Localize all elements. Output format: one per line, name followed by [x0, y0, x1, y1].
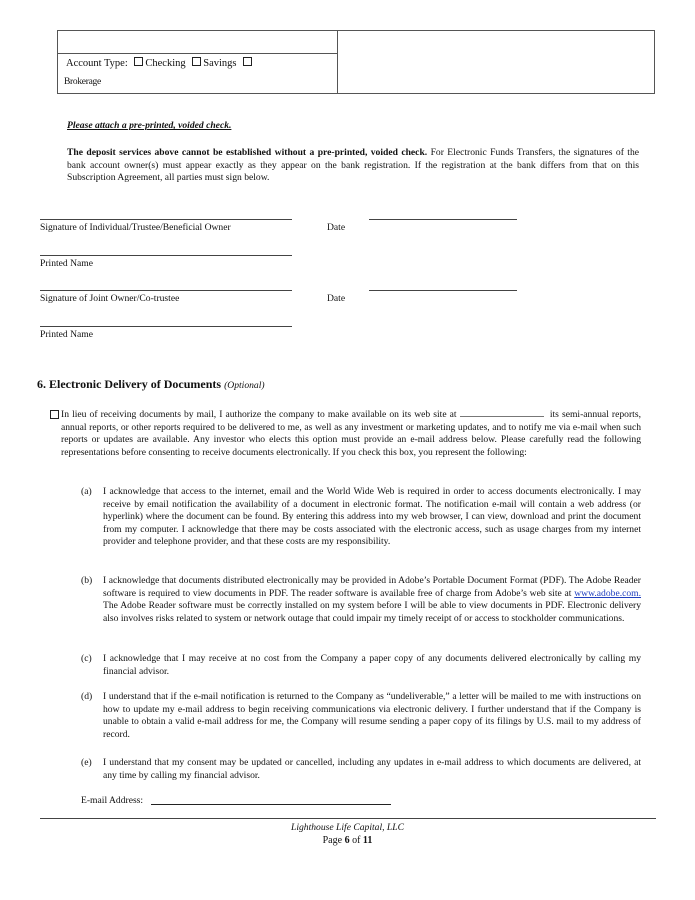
email-address-label: E-mail Address: — [81, 795, 144, 806]
joint-signature-line[interactable] — [40, 290, 292, 291]
account-type-label: Account Type: — [66, 58, 128, 69]
date-line[interactable] — [369, 219, 517, 220]
page-number — [0, 835, 695, 846]
table-divider — [58, 53, 337, 54]
joint-signature-label: Signature of Joint Owner/Co-trustee — [40, 293, 180, 304]
item-text-c: I acknowledge that I may receive at no cost from the Company a paper copy of any documents delivered electronically by calling my financial advisor. — [103, 653, 641, 677]
electronic-delivery-intro — [61, 408, 641, 459]
item-letter-d: (d) — [81, 691, 93, 702]
individual-signature-label: Signature of Individual/Trustee/Beneficial Owner — [40, 222, 231, 233]
checking-label: Checking — [145, 58, 186, 69]
item-text-d: I understand that if the e-mail notification is returned to the Company as “undeliverable,” a letter will be mailed to me with instructions on how to update my e-mail address to begin receiving communications via electronic delivery. I further understand that if the Company is unable to obtain a valid e-mail address for me, the Company will resume sending a paper copy of its filings by U.S. mail to my address of record. — [103, 691, 641, 740]
of-word: of — [352, 835, 361, 846]
item-letter-b: (b) — [81, 575, 93, 586]
section-heading: Electronic Delivery of Documents — [49, 377, 222, 391]
item-text-b — [103, 575, 641, 625]
website-blank[interactable] — [460, 408, 544, 417]
item-text-b-part1: I acknowledge that documents distributed electronically may be provided in Adobe’s Portable Document Format (PDF). The Adobe Reader software is required to view documents in PDF. The reader software is available free of charge from Adobe’s web site at — [103, 575, 641, 599]
footer-company: Lighthouse Life Capital, LLC — [290, 822, 405, 833]
optional-label: (Optional) — [224, 380, 265, 391]
brokerage-label: Brokerage — [64, 77, 101, 87]
checking-checkbox[interactable] — [134, 57, 143, 66]
joint-date-label: Date — [327, 293, 346, 304]
attach-check-note: Please attach a pre-printed, voided check. — [67, 120, 232, 131]
signature-line[interactable] — [40, 219, 292, 220]
footer-divider — [40, 818, 656, 819]
electronic-delivery-checkbox[interactable] — [50, 410, 59, 419]
item-text-a: I acknowledge that access to the internet, email and the World Wide Web is required in order to access documents electronically. I may receive by email notification the availability of a document in electronic format. The notification e-mail will contain a web address (or hyperlink) where the document can be found. By entering this address into my web browser, I can view, download and print the document from my computer. I acknowledge that there may be costs associated with the electronic access, such as usage charges from my internet provider and telephone provider, and that these costs are my responsibility. — [103, 486, 641, 548]
deposit-body-text: For Electronic Funds Transfers, the signatures of the bank account owner(s) must appear exactly as they appear on the bank registration. If the registration at the bank differs from that on this Subscription Agreement, all parties must sign below. — [67, 147, 640, 184]
deposit-bold-text: The deposit services above cannot be established without a pre-printed, voided check. — [67, 147, 428, 158]
email-address-field[interactable] — [151, 804, 391, 805]
brokerage-checkbox[interactable] — [243, 57, 252, 66]
item-letter-c: (c) — [81, 653, 92, 664]
section-title — [37, 377, 265, 392]
intro-text-a: In lieu of receiving documents by mail, I authorize the company to make available on its web site at — [61, 409, 457, 420]
account-type-table — [57, 30, 655, 94]
joint-printed-name-label: Printed Name — [40, 329, 94, 340]
table-divider — [337, 31, 338, 93]
item-letter-e: (e) — [81, 757, 92, 768]
item-letter-a: (a) — [81, 486, 92, 497]
account-type-row — [66, 57, 254, 69]
total-pages: 11 — [362, 835, 373, 846]
page-word: Page — [322, 835, 343, 846]
deposit-paragraph — [67, 147, 639, 185]
section-number: 6. — [37, 377, 46, 391]
savings-checkbox[interactable] — [192, 57, 201, 66]
joint-printed-name-line[interactable] — [40, 326, 292, 327]
joint-date-line[interactable] — [369, 290, 517, 291]
adobe-link[interactable]: www.adobe.com. — [574, 587, 642, 599]
date-label: Date — [327, 222, 346, 233]
item-text-b-part2: The Adobe Reader software must be correctly installed on my system before I will be able to view documents in PDF. Electronic delivery also involves risks related to system or network outage that could impair my timely receipt of or access to stockholder communications. — [103, 600, 641, 624]
savings-label: Savings — [203, 58, 237, 69]
current-page: 6 — [344, 835, 350, 846]
intro-text-b: its semi-annual reports, annual reports, or other reports required to be delivered to me, as well as any investment or marketing updates, and to notify me via e-mail when such reports or updates are available. Any investor who elects this option must provide an e-mail address below. Please carefully read the following representations before consenting to receive documents electronically. If you check this box, you represent the following: — [61, 409, 641, 458]
printed-name-label: Printed Name — [40, 258, 94, 269]
item-text-e: I understand that my consent may be updated or cancelled, including any updates in e-mail address to which documents are delivered, at any time by calling my financial advisor. — [103, 757, 641, 781]
printed-name-line[interactable] — [40, 255, 292, 256]
